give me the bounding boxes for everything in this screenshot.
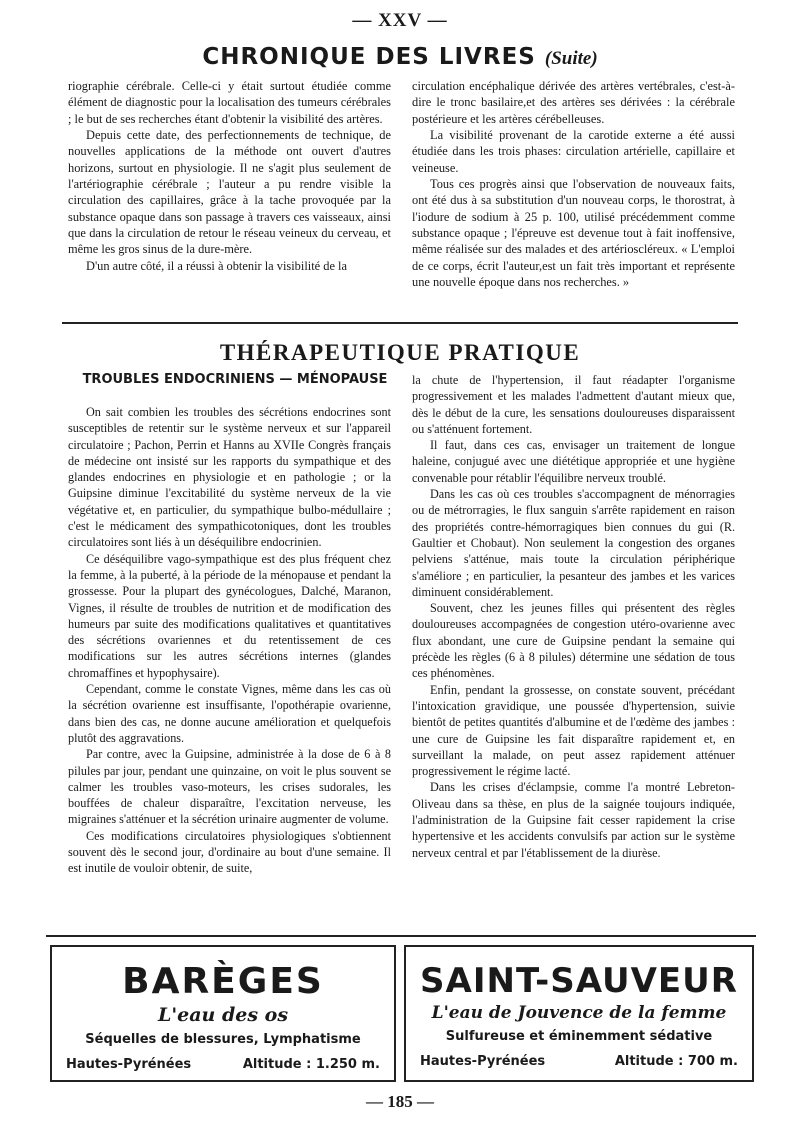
paragraph: Il faut, dans ces cas, envisager un traitement de longue haleine, conjugué avec une diététique appropriée et une hygiène convenable pour rétablir l'équilibre nerveux troublé. — [412, 438, 735, 485]
bareges-advertisement — [50, 945, 396, 1082]
therapeutique-title: THÉRAPEUTIQUE PRATIQUE — [219, 340, 581, 365]
paragraph: Depuis cette date, des perfectionnements de technique, de nouvelles applications de la méthode ont ouvert d'autres horizons, surtout en physiologie. Il ne s'agit plus seulement de l'artériographie cérébrale ; l'auteur a pu rendre visible la circulation des capillaires, grâce à la tache provoquée par la substance opaque dans son passage à travers ces vaisseaux, ainsi que dans la circulation de retour le réseau veineux du cerveau, et même les gros sinus de la dure-mère. — [68, 128, 391, 257]
paragraph: Enfin, pendant la grossesse, on constate souvent, précédant l'intoxication gravidique, une poussée d'hypertension, suivie bientôt de petites quantités d'albumine et de l'œdème des jambes : une cure de Guipsine les fait disparaître rapidement et, en surveillant la malade, on peut assez rapidement atténuer progressivement le régime lacté. — [412, 682, 735, 779]
ad-altitude: Altitude : 1.250 m. — [242, 1057, 380, 1072]
chronique-title: CHRONIQUE DES LIVRES — [202, 44, 536, 70]
paragraph: On sait combien les troubles des sécrétions endocrines sont susceptibles de retentir sur le système nerveux et sur l'appareil circulatoire ; Pachon, Perrin et Hanns au XVIIe Congrès français de médecine ont insisté sur les rapports du sympathique et des glandes endocrines en physiologie et en pathologie ; or la Guipsine diminue l'excitabilité du système nerveux de la vie végétative et, en particulier, du sympathique bulbo-médullaire ; c'est le médicament des sympathicotoniques, dont les troubles circulatoires sont liés à un déséquilibre endocrinien. — [68, 405, 391, 550]
ad-slogan: L'eau de Jouvence de la femme — [431, 1003, 727, 1023]
chronique-right-column — [412, 78, 735, 290]
section-divider — [62, 322, 738, 324]
ad-footer — [52, 1057, 394, 1072]
paragraph: Ces modifications circulatoires physiologiques s'obtiennent souvent dès le second jour, d'ordinaire au bout d'une semaine. Il est inutile de vouloir obtenir, de suite, — [68, 828, 391, 876]
ad-region: Hautes-Pyrénées — [420, 1054, 546, 1069]
paragraph: D'un autre côté, il a réussi à obtenir la visibilité de la — [86, 258, 347, 273]
ad-title: BARÈGES — [122, 961, 324, 1002]
saint-sauveur-advertisement — [404, 945, 754, 1082]
ad-region: Hautes-Pyrénées — [66, 1057, 192, 1072]
paragraph: Par contre, avec la Guipsine, administrée à la dose de 6 à 8 pilules par jour, pendant une quinzaine, on voit le plus souvent se calmer les troubles vaso-moteurs, les crises sudorales, les bouffées de chaleur disparaître, l'excitation nerveuse, les migraines s'atténuer et la sécrétion urinaire augmenter de volume. — [68, 747, 391, 827]
paragraph: Dans les cas où ces troubles s'accompagnent de ménorragies ou de métrorragies, le flux sanguin s'arrête rapidement en raison des propriétés contre-hémorragiques bien connues du gui (R. Gaultier et Chobaut). Non seulement la congestion des organes pelviens s'atténue, mais toute la circulation périphérique s'améliore ; en particulier, la pesanteur des jambes et les varices diminuent considérablement. — [412, 487, 735, 599]
paragraph: la chute de l'hypertension, il faut réadapter l'organisme progressivement et les malades l'admettent d'autant mieux que, dès le début de la cure, les sensations douloureuses disparaissent ou s'atténuent fortement. — [412, 373, 735, 436]
chronique-suite: (Suite) — [544, 48, 598, 69]
ad-footer — [406, 1054, 752, 1069]
therapeutique-left-column — [68, 404, 391, 877]
paragraph: circulation encéphalique dérivée des artères vertébrales, c'est-à-dire le tronc basilaire,et des artères ses dérivées : la cérébrale postérieure et les artères cérébelleuses. — [412, 79, 735, 126]
page-roman-numeral: — XXV — — [352, 10, 448, 31]
ads-top-rule — [46, 935, 756, 937]
paragraph: Dans les crises d'éclampsie, comme l'a montré Lebreton-Oliveau dans sa thèse, en plus de la saignée toujours indiquée, l'administration de la Guipsine fait cesser rapidement la crise hypertensive et les accidents convulsifs par action sur le système nerveux central et par l'établissement de la diurèse. — [412, 780, 735, 860]
paragraph: Cependant, comme le constate Vignes, même dans les cas où la sécrétion ovarienne est insuffisante, l'opothérapie ovarienne, dans bien des cas, ne donne aucune amélioration et quelquefois plutôt des aggravations. — [68, 682, 391, 745]
ad-altitude: Altitude : 700 m. — [614, 1054, 738, 1069]
chronique-heading — [0, 44, 800, 70]
paragraph: riographie cérébrale. Celle-ci y était surtout étudiée comme élément de diagnostic pour la localisation des tumeurs cérébrales ; le but de ses recherches étant d'obtenir la visibilité des artères. — [68, 79, 391, 126]
ad-title: SAINT-SAUVEUR — [420, 961, 738, 1001]
ad-description: Sulfureuse et éminemment sédative — [445, 1029, 713, 1044]
chronique-left-column — [68, 78, 391, 274]
paragraph: Tous ces progrès ainsi que l'observation de nouveaux faits, ont été dus à sa substitution d'un nouveau corps, le thorostrat, à l'iodure de sodium à 25 p. 100, utilisé précédemment comme substance opaque ; l'épreuve est devenue tout à fait inoffensive, même réalisée sur des malades et des artérioscléreux. « L'emploi de ce corps, écrit l'auteur,est un fait très important et représente une nouvelle époque dans nos recherches. » — [412, 177, 735, 290]
paragraph: Souvent, chez les jeunes filles qui présentent des règles douloureuses accompagnées de congestion utéro-ovarienne avec flux abondant, une cure de Guipsine pendant la semaine qui précède les règles (6 à 8 pilules) détermine une sédation de tous ces phénomènes. — [412, 601, 735, 681]
page-number: — 185 — — [366, 1092, 434, 1111]
ad-slogan: L'eau des os — [157, 1004, 289, 1026]
paragraph: Ce déséquilibre vago-sympathique est des plus fréquent chez la femme, à la puberté, à la période de la ménopause et pendant la grossesse. Pour la plupart des gynécologues, Dalché, Maranon, Vignes, il résulte de troubles de nutrition et de modification des humeurs par suite des modifications qualitatives et quantitatives des sécrétions ovariennes et du retentissement de ces modifications sur les autres sécrétions internes (glandes chromaffines et hypophysaire). — [68, 551, 391, 680]
therapeutique-right-column — [412, 372, 735, 861]
ad-description: Séquelles de blessures, Lymphatisme — [85, 1032, 361, 1047]
therapeutique-subtitle: TROUBLES ENDOCRINIENS — MÉNOPAUSE — [82, 372, 388, 387]
paragraph: La visibilité provenant de la carotide externe a été aussi étudiée dans les trois phases: circulation artérielle, capillaire et veineuse. — [412, 128, 735, 175]
